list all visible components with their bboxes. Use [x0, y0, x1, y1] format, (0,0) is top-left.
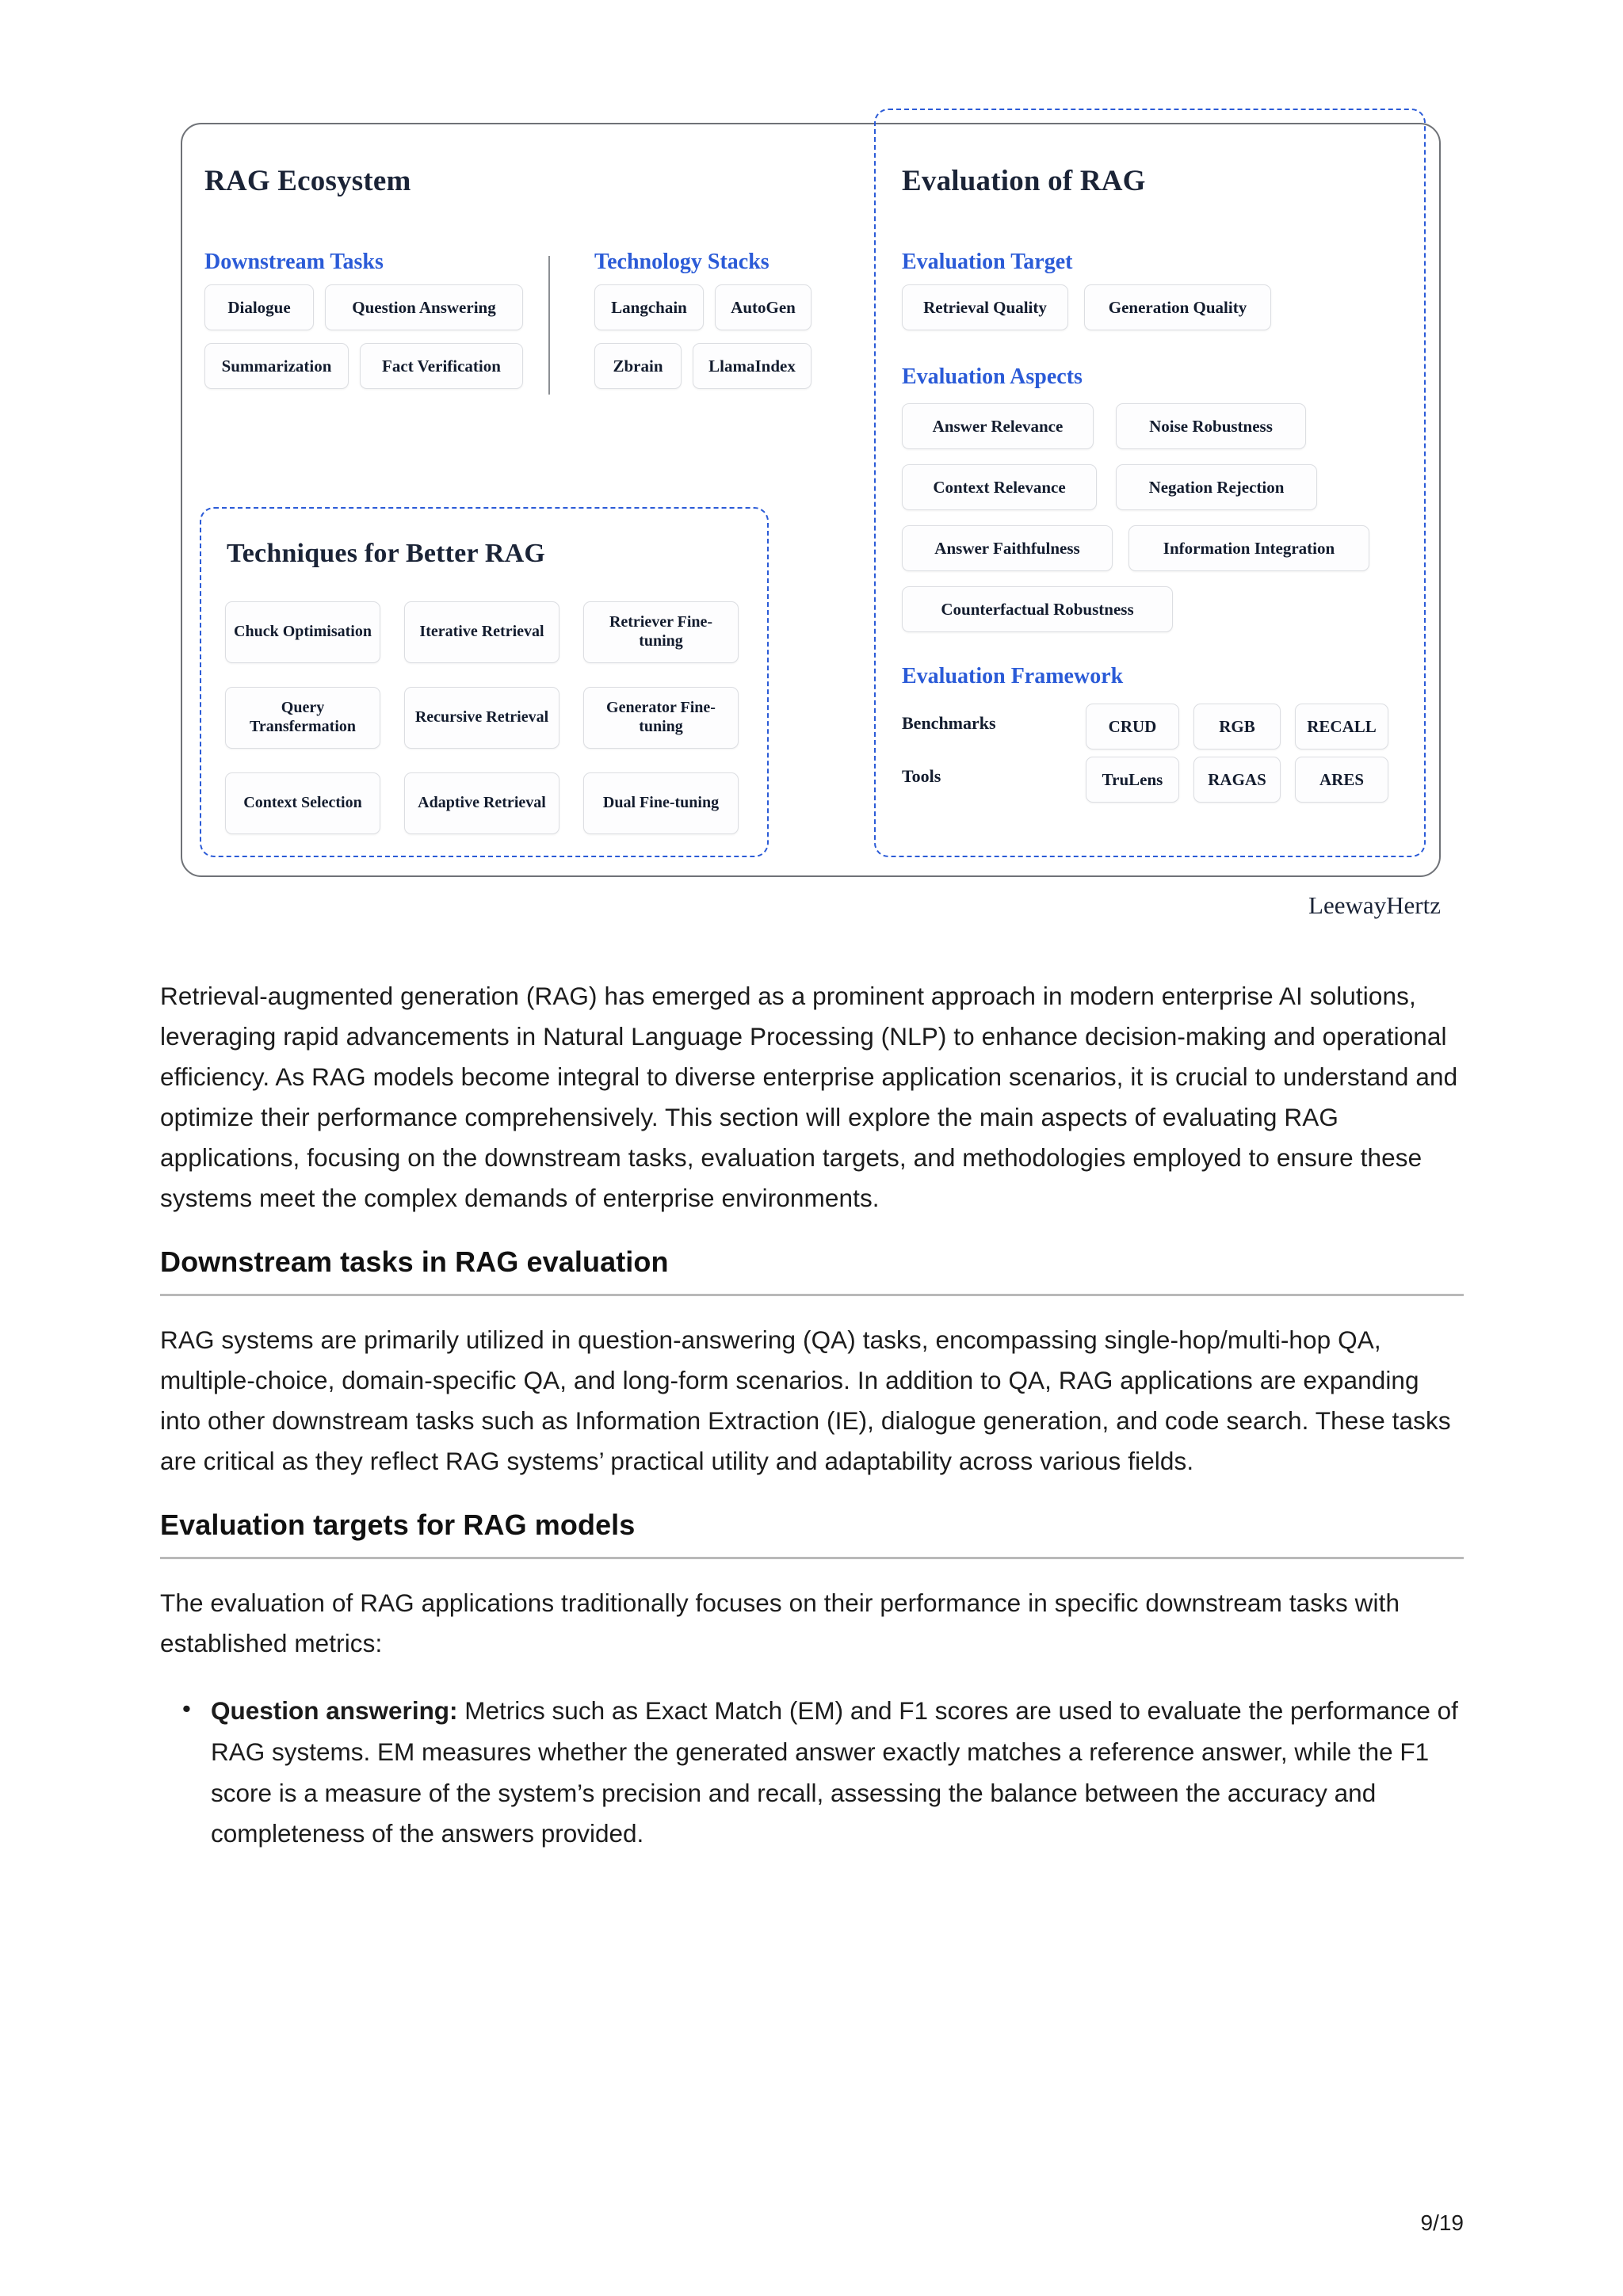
chip-recall[interactable]: RECALL: [1295, 704, 1388, 749]
bullet-text-question-answering: Metrics such as Exact Match (EM) and F1 scores are used to evaluate the performance of RAG systems. EM measures whether the generated answer exactly matches a reference answer, while the F1 score is a measure of the system’s precision and recall, assessing the balance between the accuracy and completeness of the answers provided.: [211, 1696, 1458, 1848]
ecosystem-column-divider: [548, 256, 550, 395]
evaluation-of-rag-title: Evaluation of RAG: [902, 165, 1146, 197]
chip-question-answering[interactable]: Question Answering: [325, 284, 523, 330]
chip-context-selection[interactable]: Context Selection: [225, 772, 380, 834]
benchmarks-label: Benchmarks: [902, 713, 996, 733]
evaluation-framework-heading: Evaluation Framework: [902, 664, 1124, 688]
chip-information-integration[interactable]: Information Integration: [1128, 525, 1369, 571]
chip-counterfactual-robustness[interactable]: Counterfactual Robustness: [902, 586, 1173, 632]
chip-langchain[interactable]: Langchain: [594, 284, 704, 330]
page-number: 9/19: [1420, 2210, 1464, 2235]
chip-summarization[interactable]: Summarization: [204, 343, 349, 389]
chip-retriever-fine-tuning[interactable]: Retriever Fine-tuning: [583, 601, 739, 663]
techniques-title: Techniques for Better RAG: [227, 539, 545, 568]
chip-rgb[interactable]: RGB: [1193, 704, 1281, 749]
evaluation-target-heading: Evaluation Target: [902, 250, 1073, 274]
attribution-leewayhertz: LeewayHertz: [1308, 891, 1441, 919]
chip-retrieval-quality[interactable]: Retrieval Quality: [902, 284, 1068, 330]
chip-answer-faithfulness[interactable]: Answer Faithfulness: [902, 525, 1113, 571]
chip-answer-relevance[interactable]: Answer Relevance: [902, 403, 1094, 449]
chip-autogen[interactable]: AutoGen: [715, 284, 812, 330]
chip-negation-rejection[interactable]: Negation Rejection: [1116, 464, 1317, 510]
bullet-term-question-answering: Question answering:: [211, 1696, 458, 1726]
chip-iterative-retrieval[interactable]: Iterative Retrieval: [404, 601, 559, 663]
rag-ecosystem-diagram: [181, 123, 1441, 877]
chip-generator-fine-tuning[interactable]: Generator Fine-tuning: [583, 687, 739, 749]
chip-crud[interactable]: CRUD: [1086, 704, 1179, 749]
list-item: [211, 1691, 1464, 1855]
section-two-paragraph: The evaluation of RAG applications traditionally focuses on their performance in specific downstream tasks with established metrics:: [160, 1589, 1400, 1658]
chip-generation-quality[interactable]: Generation Quality: [1084, 284, 1271, 330]
chip-trulens[interactable]: TruLens: [1086, 757, 1179, 803]
downstream-tasks-heading: Downstream Tasks: [204, 250, 384, 274]
chip-chuck-optimisation[interactable]: Chuck Optimisation: [225, 601, 380, 663]
chip-adaptive-retrieval[interactable]: Adaptive Retrieval: [404, 772, 559, 834]
chip-llamaindex[interactable]: LlamaIndex: [693, 343, 812, 389]
section-heading-downstream-tasks: Downstream tasks in RAG evaluation: [160, 1245, 669, 1279]
chip-fact-verification[interactable]: Fact Verification: [360, 343, 523, 389]
chip-dual-fine-tuning[interactable]: Dual Fine-tuning: [583, 772, 739, 834]
chip-recursive-retrieval[interactable]: Recursive Retrieval: [404, 687, 559, 749]
chip-noise-robustness[interactable]: Noise Robustness: [1116, 403, 1306, 449]
chip-context-relevance[interactable]: Context Relevance: [902, 464, 1097, 510]
evaluation-targets-bullet-list: [160, 1691, 1464, 1855]
chip-ragas[interactable]: RAGAS: [1193, 757, 1281, 803]
intro-paragraph: Retrieval-augmented generation (RAG) has emerged as a prominent approach in modern enterprise AI solutions, leveraging rapid advancements in Natural Language Processing (NLP) to enhance decision-making and operational efficiency. As RAG models become integral to diverse enterprise application scenarios, it is crucial to understand and optimize their performance comprehensively. This section will explore the main aspects of evaluating RAG applications, focusing on the downstream tasks, evaluation targets, and methodologies employed to ensure these systems meet the complex demands of enterprise environments.: [160, 982, 1458, 1213]
section-rule-two: [160, 1557, 1464, 1559]
section-heading-evaluation-targets: Evaluation targets for RAG models: [160, 1508, 636, 1542]
chip-query-transfermation[interactable]: Query Transfermation: [225, 687, 380, 749]
section-rule-one: [160, 1294, 1464, 1296]
chip-zbrain[interactable]: Zbrain: [594, 343, 682, 389]
rag-ecosystem-title: RAG Ecosystem: [204, 165, 411, 197]
tools-label: Tools: [902, 766, 941, 786]
section-one-paragraph: RAG systems are primarily utilized in question-answering (QA) tasks, encompassing single-hop/multi-hop QA, multiple-choice, domain-specific QA, and long-form scenarios. In addition to QA, RAG applications are expanding into other downstream tasks such as Information Extraction (IE), dialogue generation, and code search. These tasks are critical as they reflect RAG systems’ practical utility and adaptability across various fields.: [160, 1325, 1451, 1476]
article-body: [160, 976, 1464, 1871]
evaluation-aspects-heading: Evaluation Aspects: [902, 364, 1083, 389]
chip-dialogue[interactable]: Dialogue: [204, 284, 314, 330]
chip-ares[interactable]: ARES: [1295, 757, 1388, 803]
technology-stacks-heading: Technology Stacks: [594, 250, 769, 274]
